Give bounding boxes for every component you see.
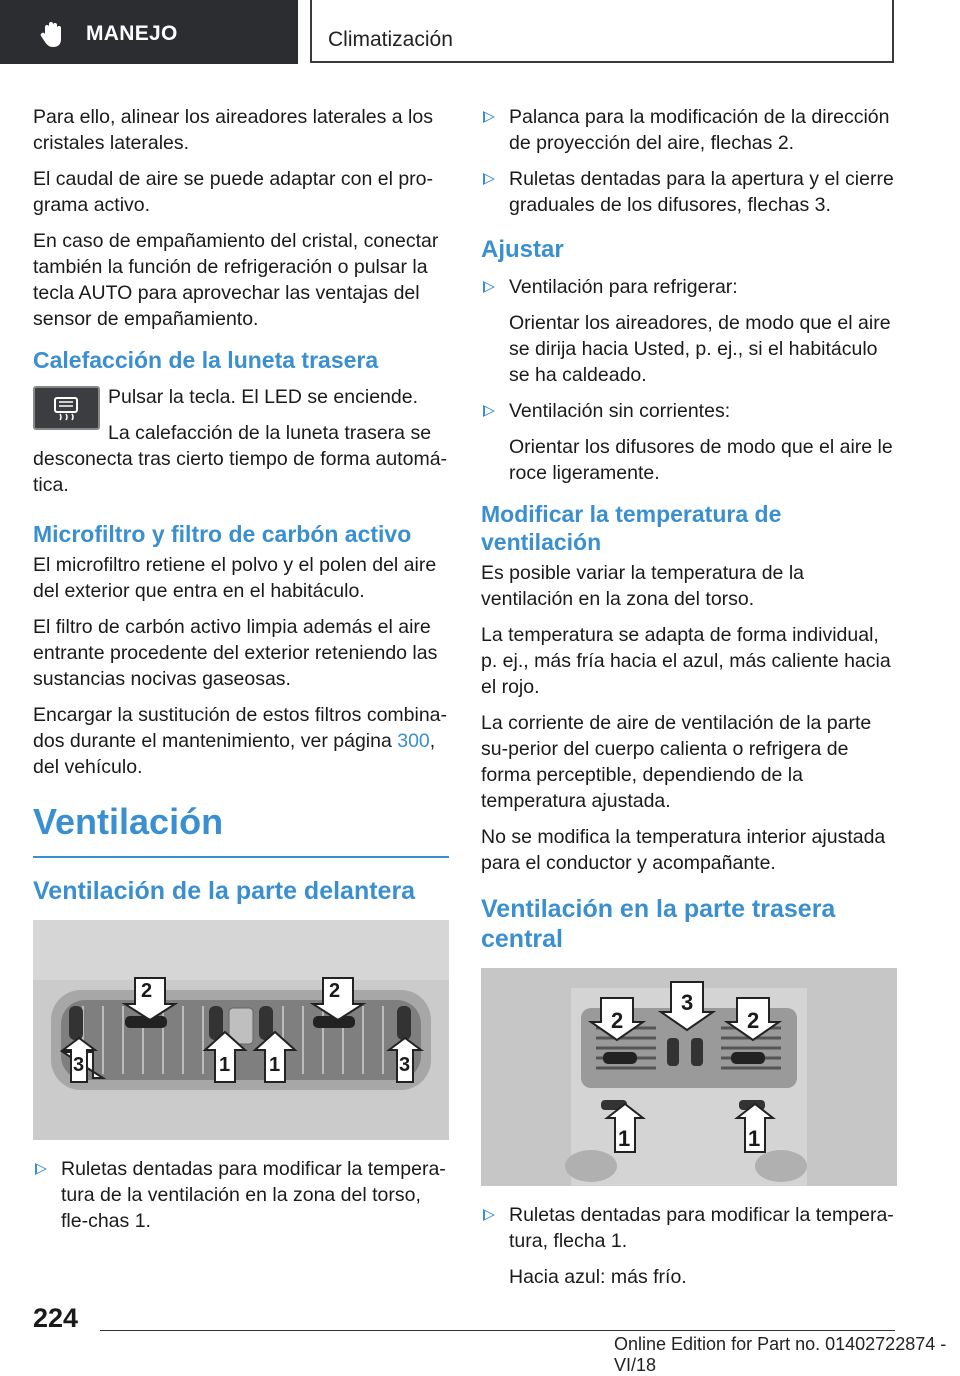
triangle-bullet-icon — [483, 1209, 495, 1221]
page-number: 224 — [33, 1303, 79, 1333]
heading-luneta: Calefacción de la luneta trasera — [33, 347, 379, 373]
paragraph — [33, 702, 449, 780]
footer-divider — [100, 1330, 895, 1331]
list-item-text: Ruletas dentadas para modificar la tempera-tura de la ventilación en la zona del torso, fle-chas 1. — [61, 1158, 446, 1232]
text: , del vehículo. — [33, 730, 436, 778]
triangle-bullet-icon — [483, 111, 495, 123]
fig-label: 1 — [269, 1054, 281, 1076]
page-link[interactable]: 300 — [397, 730, 430, 752]
triangle-bullet-icon — [483, 173, 495, 185]
section-tab[interactable] — [0, 0, 298, 64]
fig-label: 2 — [747, 1008, 760, 1033]
paragraph: Pulsar la tecla. El LED se enciende. — [108, 386, 419, 408]
heading-trasera: Ventilación en la parte trasera central — [481, 895, 836, 953]
hand-icon — [40, 22, 66, 48]
paragraph: En caso de empañamiento del cristal, conectar también la función de refrigeración o pulsar la tecla AUTO para aprovechar las ventajas del sensor de empañamiento. — [33, 230, 439, 330]
list-item — [481, 274, 897, 300]
list-item-detail: Hacia azul: más frío. — [509, 1266, 687, 1288]
fig-label: 1 — [219, 1054, 231, 1076]
fig-label: 1 — [618, 1126, 631, 1151]
list-item — [481, 398, 897, 424]
fig-label: 3 — [681, 990, 694, 1015]
paragraph: La calefacción de la luneta trasera se desconecta tras cierto tiempo de forma automá-tica. — [33, 422, 448, 496]
list-item — [481, 1202, 897, 1254]
paragraph: El caudal de aire se puede adaptar con el pro-grama activo. — [33, 168, 434, 216]
list-item-text: Ventilación sin corrientes: — [509, 400, 731, 422]
list-item-text: Ruletas dentadas para modificar la tempera-tura, flecha 1. — [509, 1204, 894, 1252]
chapter-label: Climatización — [328, 28, 453, 51]
rear-defrost-icon — [33, 386, 100, 430]
triangle-bullet-icon — [483, 281, 495, 293]
heading-filtro: Microfiltro y filtro de carbón activo — [33, 521, 412, 547]
fig-label: 2 — [329, 980, 341, 1002]
list-item-detail: Orientar los difusores de modo que el aire le roce ligeramente. — [509, 436, 893, 484]
list-item — [33, 1156, 449, 1234]
heading-delantera: Ventilación de la parte delantera — [33, 877, 416, 905]
list-item-text: Palanca para la modificación de la dirección de proyección del aire, flechas 2. — [509, 106, 890, 154]
paragraph: El filtro de carbón activo limpia además el aire entrante procedente del exterior reteniendo las sustancias nocivas gaseosas. — [33, 616, 438, 690]
list-item-text: Ruletas dentadas para la apertura y el cierre graduales de los difusores, flechas 3. — [509, 168, 894, 216]
section-label: MANEJO — [86, 22, 178, 45]
heading-temperatura: Modificar la temperatura de ventilación — [481, 501, 782, 555]
fig-label: 3 — [399, 1054, 411, 1076]
left-column — [33, 104, 449, 1244]
list-item — [481, 166, 897, 218]
fig-label: 1 — [748, 1126, 761, 1151]
front-vents-figure — [33, 920, 449, 1140]
text: Encargar la sustitución de estos filtros combina-dos durante el mantenimiento, ver página — [33, 704, 448, 752]
rear-vents-figure — [481, 968, 897, 1186]
fig-label: 3 — [73, 1054, 85, 1076]
fig-label: 2 — [141, 980, 153, 1002]
list-item-text: Ventilación para refrigerar: — [509, 276, 738, 298]
paragraph: Para ello, alinear los aireadores laterales a los cristales laterales. — [33, 106, 433, 154]
paragraph: No se modifica la temperatura interior ajustada para el conductor y acompañante. — [481, 826, 886, 874]
heading-ajustar: Ajustar — [481, 236, 564, 263]
triangle-bullet-icon — [35, 1163, 47, 1175]
list-item-detail: Orientar los aireadores, de modo que el aire se dirija hacia Usted, p. ej., si el habitáculo se ha caldeado. — [509, 312, 891, 386]
heading-ventilacion: Ventilación — [33, 800, 449, 858]
paragraph: Es posible variar la temperatura de la ventilación en la zona del torso. — [481, 562, 804, 610]
fig-label: 2 — [611, 1008, 624, 1033]
paragraph: El microfiltro retiene el polvo y el polen del aire del exterior que entra en el habitáculo. — [33, 554, 437, 602]
triangle-bullet-icon — [483, 405, 495, 417]
paragraph: La corriente de aire de ventilación de la parte su-perior del cuerpo calienta o refrigera de forma perceptible, dependiendo de la temperatura ajustada. — [481, 712, 872, 812]
chapter-tab — [310, 0, 894, 63]
list-item — [481, 104, 897, 156]
right-column — [481, 104, 897, 1300]
paragraph: La temperatura se adapta de forma individual, p. ej., más fría hacia el azul, más caliente hacia el rojo. — [481, 624, 891, 698]
edition-text: Online Edition for Part no. 01402722874 - VI/18 — [614, 1334, 947, 1375]
